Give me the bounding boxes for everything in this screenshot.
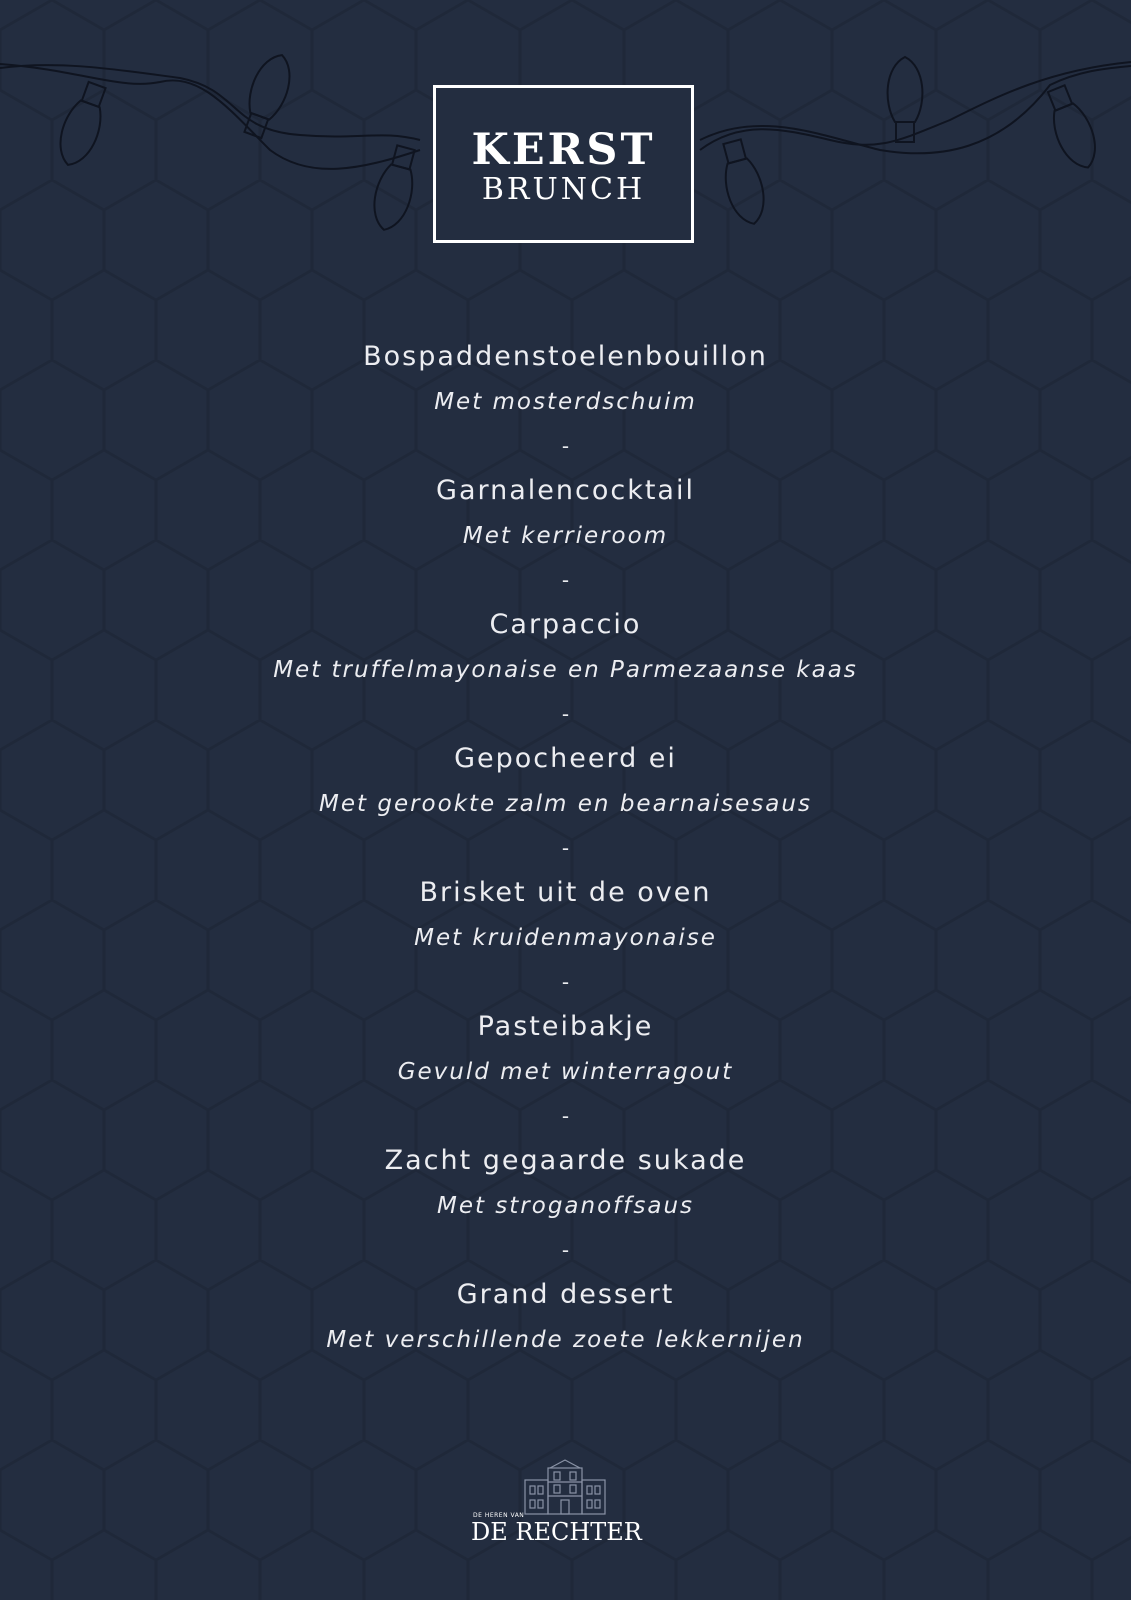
menu-course: [0, 1272, 1131, 1362]
course-separator: -: [561, 434, 570, 458]
menu-list: [0, 334, 1131, 1362]
dish-name: Carpaccio: [489, 609, 642, 640]
course-separator: -: [561, 1238, 570, 1262]
menu-course: [0, 1138, 1131, 1272]
dish-name: Brisket uit de oven: [419, 877, 712, 908]
course-separator: -: [561, 836, 570, 860]
dish-description: Met truffelmayonaise en Parmezaanse kaas: [273, 657, 858, 683]
dish-description: Met stroganoffsaus: [436, 1193, 695, 1219]
course-separator: -: [561, 1104, 570, 1128]
page-subtitle: BRUNCH: [481, 172, 646, 207]
menu-course: [0, 870, 1131, 1004]
logo-wordmark: DE RECHTER: [471, 1518, 642, 1546]
restaurant-logo: [465, 1458, 665, 1558]
dish-description: Met gerookte zalm en bearnaisesaus: [319, 791, 812, 817]
logo-tagline: DE HEREN VAN: [473, 1512, 525, 1519]
course-separator: -: [561, 970, 570, 994]
menu-course: [0, 334, 1131, 468]
dish-name: Gepocheerd ei: [454, 743, 677, 774]
menu-course: [0, 602, 1131, 736]
title-frame: [433, 85, 694, 243]
menu-course: [0, 1004, 1131, 1138]
dish-description: Met verschillende zoete lekkernijen: [326, 1327, 805, 1353]
menu-course: [0, 736, 1131, 870]
dish-description: Met kruidenmayonaise: [414, 925, 717, 951]
building-logo-icon: [520, 1458, 610, 1518]
dish-name: Zacht gegaarde sukade: [384, 1145, 747, 1176]
dish-description: Gevuld met winterragout: [397, 1059, 734, 1085]
dish-name: Garnalencocktail: [436, 475, 695, 506]
menu-course: [0, 468, 1131, 602]
dish-description: Met kerrieroom: [462, 523, 669, 549]
course-separator: -: [561, 702, 570, 726]
dish-name: Grand dessert: [456, 1279, 675, 1310]
page-title: KERST: [471, 125, 656, 175]
dish-name: Pasteibakje: [477, 1011, 654, 1042]
dish-description: Met mosterdschuim: [434, 389, 697, 415]
course-separator: -: [561, 568, 570, 592]
dish-name: Bospaddenstoelenbouillon: [363, 341, 768, 372]
